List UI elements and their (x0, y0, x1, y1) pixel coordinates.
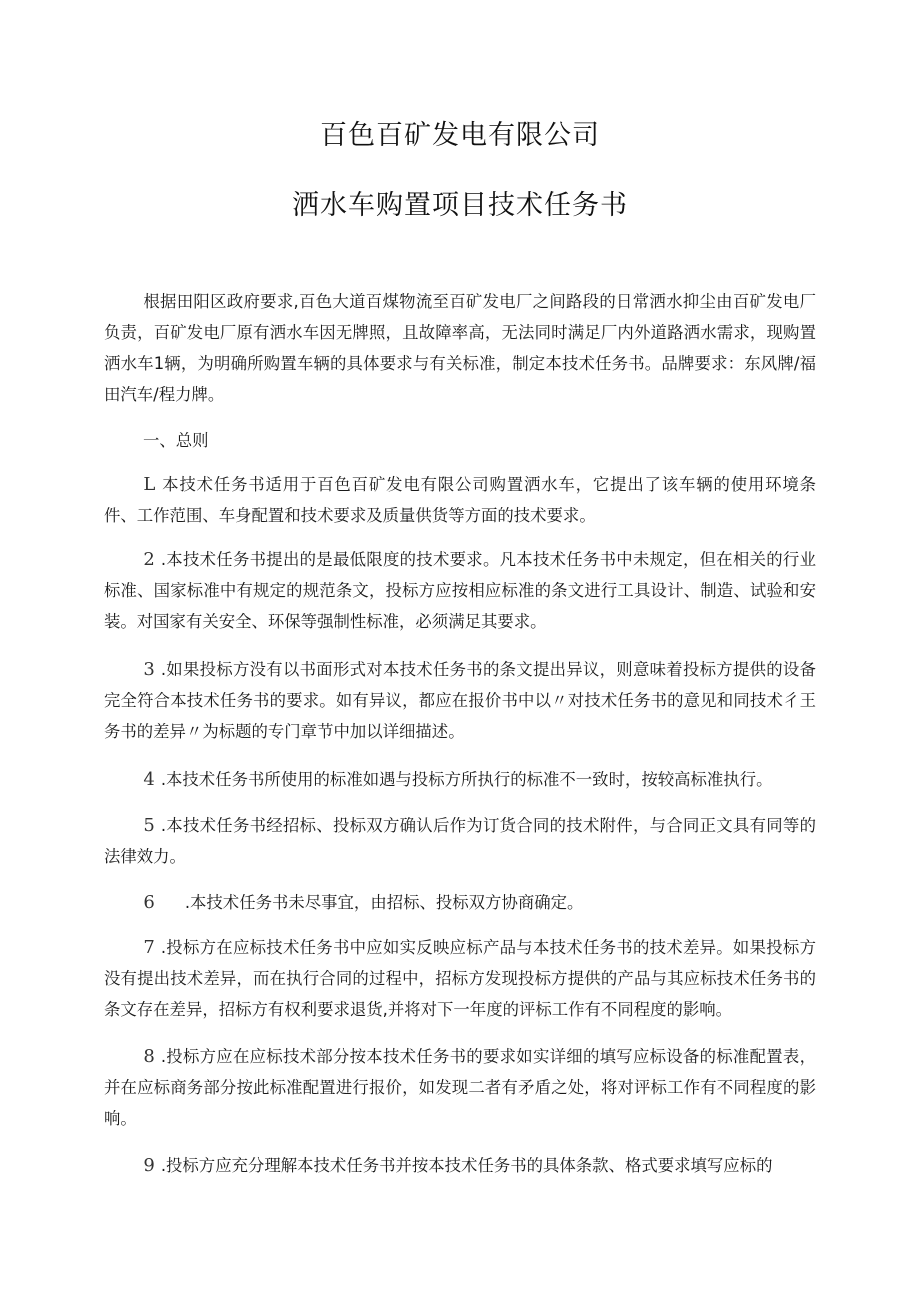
clause-5 (104, 810, 816, 872)
clause-number: 6 (143, 892, 155, 913)
clause-2 (104, 544, 816, 637)
clause-6 (104, 887, 816, 918)
clause-3 (104, 654, 816, 747)
clause-number: 9 (143, 1155, 155, 1176)
clause-8 (104, 1041, 816, 1134)
clause-text: .投标方在应标技术任务书中应如实反映应标产品与本技术任务书的技术差异。如果投标方没有提出技术差异，而在执行合同的过程中，招标方发现投标方提供的产品与其应标技术任务书的条文存在差异，招标方有权利要求退货,并将对下一年度的评标工作有不同程度的影响。 (104, 938, 816, 1019)
clause-9 (104, 1150, 816, 1181)
clause-4 (104, 764, 816, 795)
clause-number: 3 (143, 659, 155, 680)
clause-number: 8 (143, 1046, 155, 1067)
clause-number: 2 (143, 549, 155, 570)
intro-paragraph: 根据田阳区政府要求,百色大道百煤物流至百矿发电厂之间路段的日常洒水抑尘由百矿发电厂负责，百矿发电厂原有洒水车因无牌照，且故障率高，无法同时满足厂内外道路洒水需求，现购置洒水车1辆，为明确所购置车辆的具体要求与有关标准，制定本技术任务书。品牌要求：东风牌/福田汽车/程力牌。 (104, 292, 816, 404)
clause-number: L (143, 474, 156, 495)
clause-7 (104, 932, 816, 1025)
document-title: 洒水车购置项目技术任务书 (292, 190, 628, 221)
clause-number: 4 (143, 769, 155, 790)
clause-number: 5 (143, 815, 155, 836)
clause-number: 7 (143, 937, 155, 958)
clause-text: .本技术任务书经招标、投标双方确认后作为订货合同的技术附件，与合同正文具有同等的法律效力。 (104, 816, 816, 866)
clause-text: .本技术任务书提出的是最低限度的技术要求。凡本技术任务书中未规定，但在相关的行业标准、国家标准中有规定的规范条文，投标方应按相应标准的条文进行工具设计、制造、试验和安装。对国家有关安全、环保等强制性标准，必须满足其要求。 (104, 550, 816, 631)
clause-text: .投标方应充分理解本技术任务书并按本技术任务书的具体条款、格式要求填写应标的 (160, 1156, 773, 1175)
section-heading-general: 一、总则 (143, 431, 209, 450)
clause-text: .本技术任务书所使用的标准如遇与投标方所执行的标准不一致时，按较高标准执行。 (160, 770, 773, 789)
clause-text: .如果投标方没有以书面形式对本技术任务书的条文提出异议，则意味着投标方提供的设备完全符合本技术任务书的要求。如有异议，都应在报价书中以〃对技术任务书的意见和同技术彳王务书的差异〃为标题的专门章节中加以详细描述。 (104, 660, 816, 741)
clause-1 (104, 469, 816, 531)
clause-text: .投标方应在应标技术部分按本技术任务书的要求如实详细的填写应标设备的标准配置表，并在应标商务部分按此标准配置进行报价，如发现二者有矛盾之处，将对评标工作有不同程度的影响。 (104, 1047, 816, 1128)
company-title: 百色百矿发电有限公司 (320, 120, 600, 151)
clause-text: .本技术任务书未尽事宜，由招标、投标双方协商确定。 (184, 893, 584, 912)
clause-text: 本技术任务书适用于百色百矿发电有限公司购置洒水车，它提出了该车辆的使用环境条件、工作范围、车身配置和技术要求及质量供货等方面的技术要求。 (104, 475, 816, 525)
